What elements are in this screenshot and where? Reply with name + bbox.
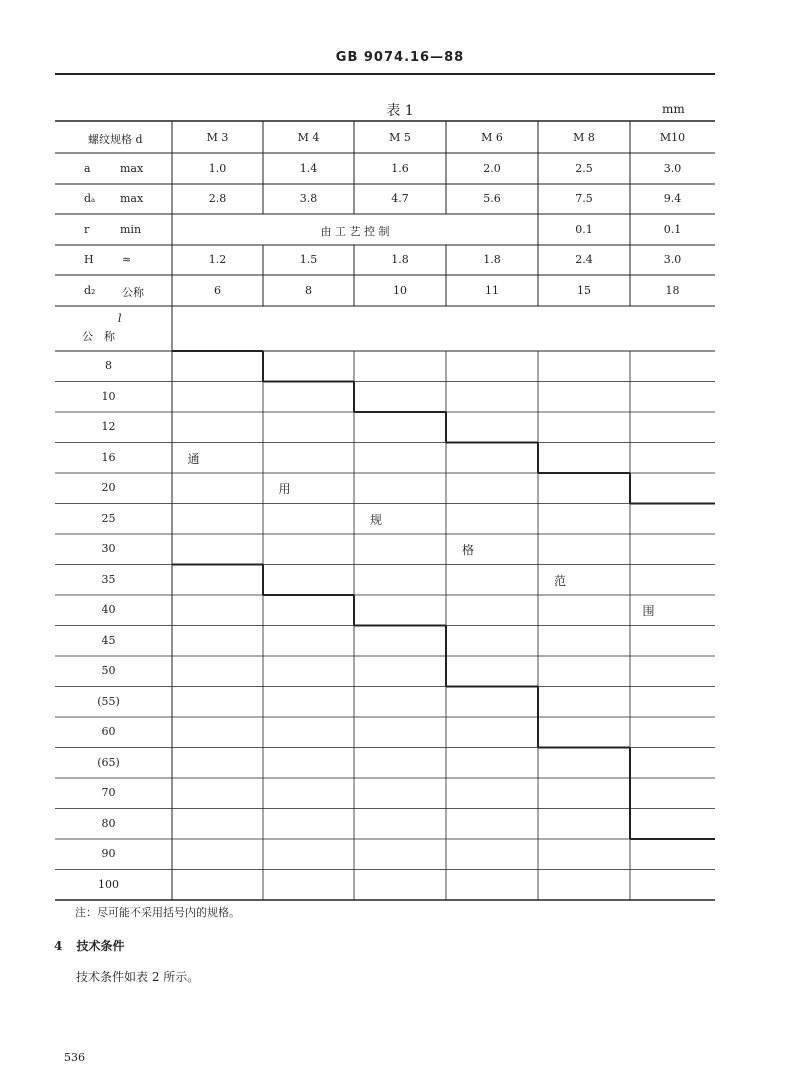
l-value: 80 (101, 816, 116, 830)
row-symbol: d₂ (84, 283, 96, 297)
row-symbol: r (84, 222, 90, 236)
value-cell: 3.8 (299, 192, 318, 205)
row-qualifier: min (120, 222, 142, 236)
value-cell: 9.4 (663, 192, 682, 205)
l-value: 50 (101, 664, 116, 678)
value-cell: 1.8 (483, 253, 501, 266)
l-value: 100 (98, 877, 119, 891)
header-label: 螺纹规格 d (88, 133, 143, 146)
table-note: 注：尽可能不采用括号内的规格。 (75, 906, 240, 919)
value-cell: 7.5 (575, 192, 593, 205)
column-header: M10 (659, 131, 686, 144)
l-value: 20 (101, 481, 116, 495)
range-char: 规 (370, 512, 383, 527)
value-cell: 2.0 (483, 161, 501, 175)
table-title: 表 1 (386, 103, 414, 119)
value-cell: 8 (305, 283, 312, 297)
table-unit: mm (662, 102, 685, 116)
l-value: 12 (101, 420, 116, 434)
range-char: 围 (642, 604, 655, 619)
l-symbol: l (118, 312, 122, 325)
section-heading (54, 937, 125, 954)
column-header: M 4 (297, 131, 320, 144)
l-value: 25 (101, 511, 116, 525)
l-label: 公 称 (82, 330, 115, 343)
value-cell: 2.4 (575, 253, 593, 266)
section-number: 4 (54, 939, 63, 953)
row-qualifier: ≈ (122, 253, 132, 266)
merged-cell: 由 工 艺 控 制 (320, 224, 390, 238)
column-header: M 6 (481, 131, 503, 144)
l-value: 60 (101, 725, 116, 739)
document-code: GB 9074.16—88 (335, 50, 465, 65)
page-number: 536 (64, 1051, 85, 1064)
column-header: M 8 (573, 131, 595, 144)
l-value: 8 (105, 359, 112, 373)
l-value: 30 (101, 542, 116, 556)
value-cell: 1.6 (391, 161, 409, 175)
row-qualifier: max (120, 192, 144, 205)
value-cell: 1.4 (299, 161, 318, 175)
l-value: (65) (97, 755, 120, 769)
l-value: 45 (101, 633, 116, 647)
value-cell: 15 (577, 283, 591, 297)
column-header: M 5 (389, 131, 411, 144)
value-cell: 1.2 (208, 253, 227, 266)
value-cell: 1.5 (299, 253, 318, 266)
value-cell: 0.1 (575, 222, 593, 236)
row-qualifier: 公称 (122, 285, 144, 299)
range-char: 范 (554, 573, 567, 588)
l-value: 16 (101, 450, 116, 464)
value-cell: 6 (214, 283, 221, 297)
value-cell: 11 (485, 283, 499, 297)
row-symbol: dₐ (84, 192, 96, 205)
value-cell: 4.7 (391, 192, 409, 205)
value-cell: 3.0 (663, 161, 682, 175)
l-value: (55) (97, 694, 120, 708)
row-symbol: H (84, 253, 94, 266)
value-cell: 18 (665, 283, 680, 297)
row-symbol: a (84, 161, 91, 175)
range-char: 用 (278, 482, 291, 497)
l-value: 35 (101, 572, 116, 586)
l-value: 70 (101, 786, 116, 800)
range-char: 格 (462, 543, 475, 558)
section-text: 技术条件如表 2 所示。 (76, 970, 200, 984)
column-header: M 3 (206, 131, 229, 144)
value-cell: 10 (393, 283, 407, 297)
range-char: 通 (187, 451, 200, 466)
section-title: 技术条件 (76, 939, 125, 953)
l-value: 90 (101, 847, 116, 861)
l-value: 10 (101, 389, 116, 403)
value-cell: 3.0 (663, 253, 682, 266)
l-value: 40 (101, 603, 116, 617)
row-qualifier: max (120, 161, 144, 175)
value-cell: 2.8 (208, 192, 227, 205)
value-cell: 1.8 (391, 253, 409, 266)
value-cell: 5.6 (483, 192, 501, 205)
value-cell: 0.1 (663, 222, 682, 236)
value-cell: 2.5 (575, 161, 593, 175)
value-cell: 1.0 (208, 161, 227, 175)
